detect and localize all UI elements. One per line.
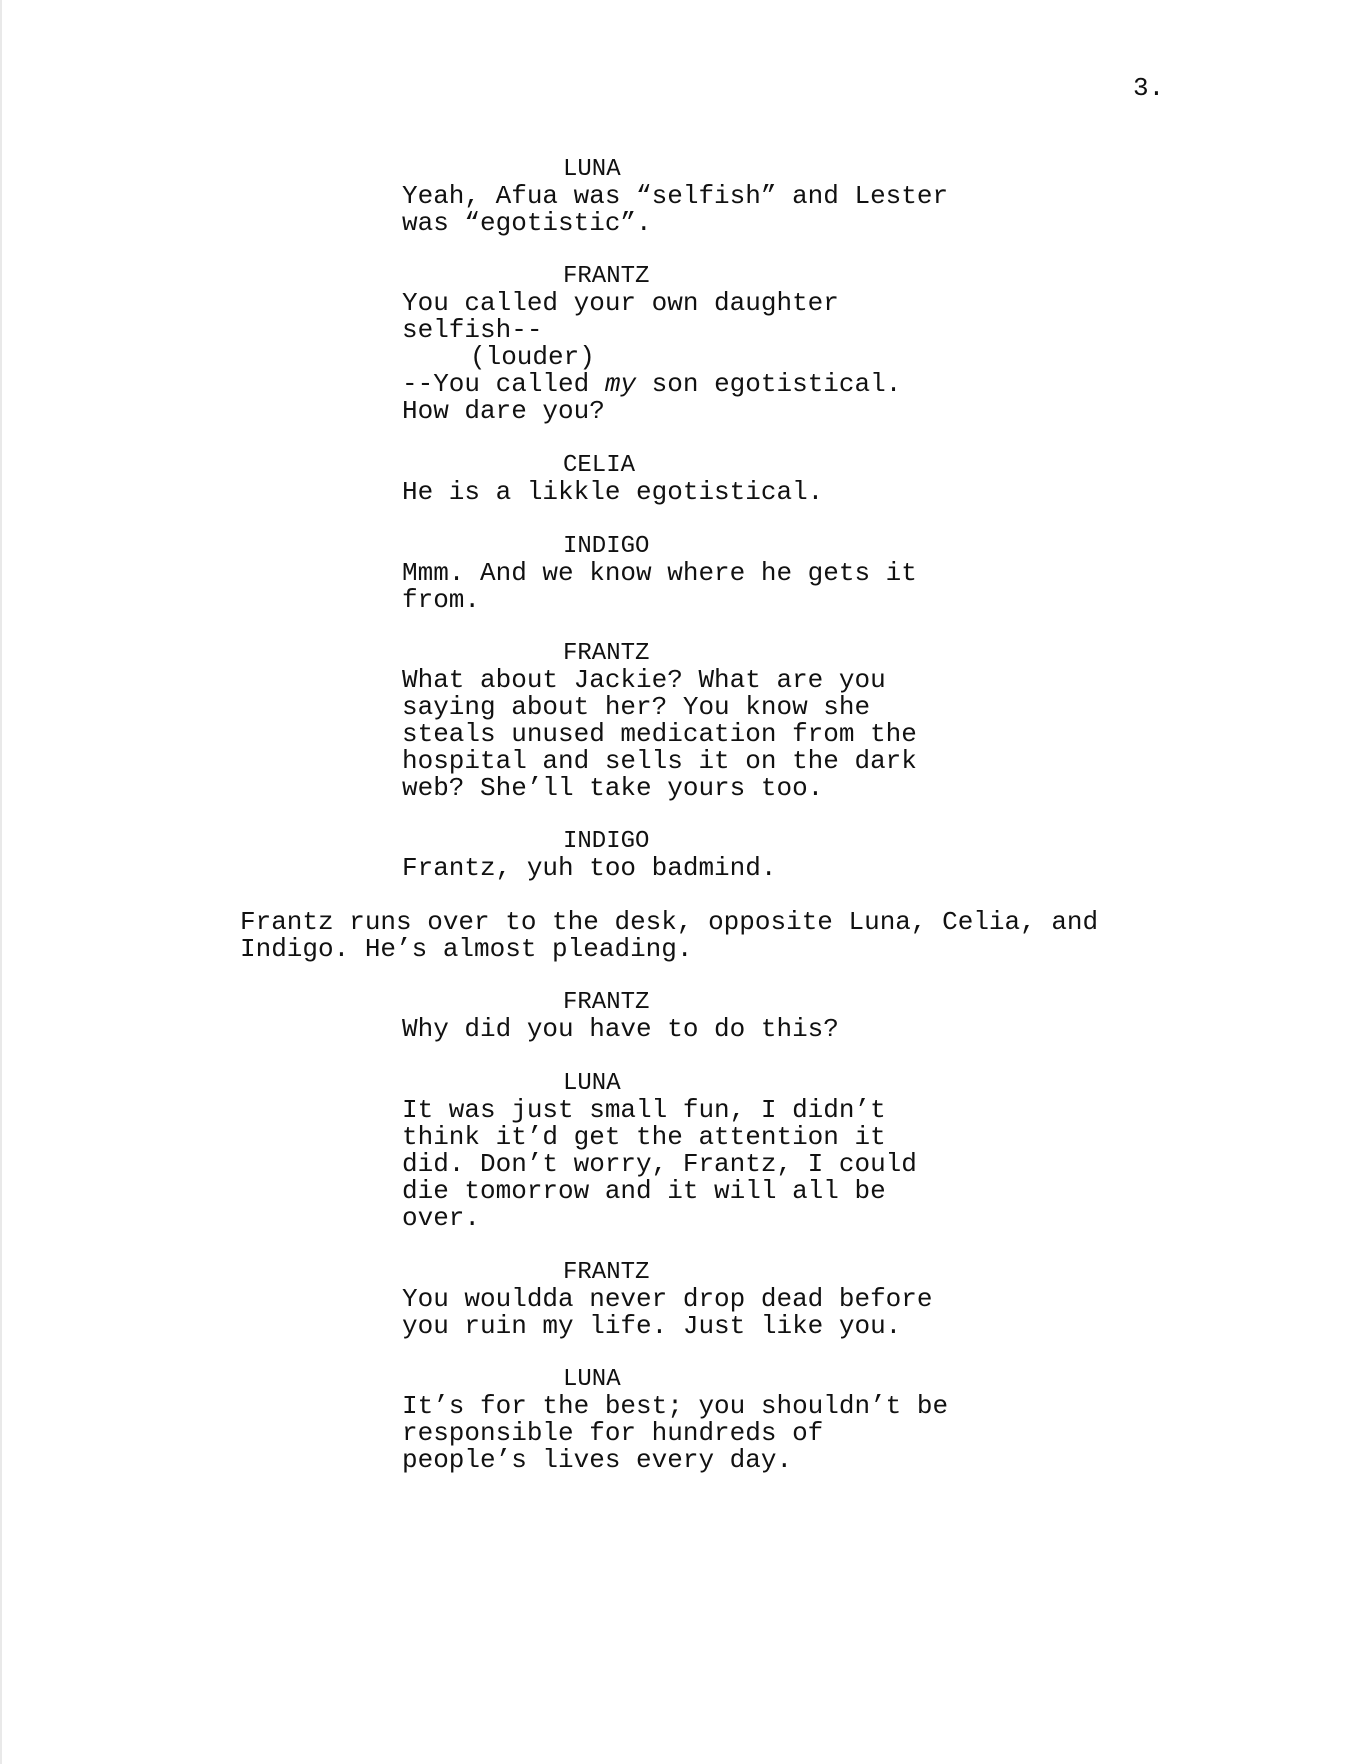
dialogue-line: web? She’ll take yours too. <box>402 773 824 803</box>
dialogue-line: He is a likkle egotistical. <box>402 477 824 507</box>
dialogue-line: was “egotistic”. <box>402 208 652 238</box>
dialogue-line: selfish-- <box>402 315 543 345</box>
dialogue-line: Yeah, Afua was “selfish” and Lester <box>402 181 949 211</box>
dialogue-line: You called your own daughter <box>402 288 839 318</box>
dialogue-line: think it’d get the attention it <box>402 1122 886 1152</box>
dialogue-line: It was just small fun, I didn’t <box>402 1095 886 1125</box>
character-cue-luna: LUNA <box>563 1070 621 1097</box>
dialogue-line: Why did you have to do this? <box>402 1014 839 1044</box>
dialogue-line: Frantz, yuh too badmind. <box>402 853 777 883</box>
dialogue-line: saying about her? You know she <box>402 692 871 722</box>
dialogue-line: did. Don’t worry, Frantz, I could <box>402 1149 917 1179</box>
dialogue-line: steals unused medication from the <box>402 719 917 749</box>
action-line: Frantz runs over to the desk, opposite Luna, Celia, and <box>240 907 1099 937</box>
dialogue-line: It’s for the best; you shouldn’t be <box>402 1391 949 1421</box>
parenthetical: (louder) <box>470 342 595 372</box>
character-cue-luna: LUNA <box>563 156 621 183</box>
character-cue-indigo: INDIGO <box>563 533 650 560</box>
character-cue-frantz: FRANTZ <box>563 640 650 667</box>
dialogue-line: from. <box>402 585 481 615</box>
character-cue-luna: LUNA <box>563 1366 621 1393</box>
character-cue-celia: CELIA <box>563 452 636 479</box>
emphasized-word: my <box>604 369 637 399</box>
dialogue-line-with-emphasis <box>402 371 901 398</box>
page-left-edge <box>0 0 2 1764</box>
character-cue-frantz: FRANTZ <box>563 989 650 1016</box>
dialogue-line: You wouldda never drop dead before <box>402 1284 933 1314</box>
dialogue-line: responsible for hundreds of <box>402 1418 824 1448</box>
character-cue-frantz: FRANTZ <box>563 1259 650 1286</box>
action-line: Indigo. He’s almost pleading. <box>240 934 693 964</box>
dialogue-text: son egotistical. <box>636 369 902 399</box>
dialogue-line: What about Jackie? What are you <box>402 665 886 695</box>
dialogue-text: --You called <box>402 369 605 399</box>
dialogue-line: you ruin my life. Just like you. <box>402 1311 902 1341</box>
dialogue-line: over. <box>402 1203 481 1233</box>
character-cue-frantz: FRANTZ <box>563 263 650 290</box>
dialogue-line: people’s lives every day. <box>402 1445 793 1475</box>
dialogue-line: Mmm. And we know where he gets it <box>402 558 917 588</box>
dialogue-line: hospital and sells it on the dark <box>402 746 917 776</box>
page-number: 3. <box>1133 73 1165 103</box>
dialogue-line: How dare you? <box>402 396 605 426</box>
dialogue-line: die tomorrow and it will all be <box>402 1176 886 1206</box>
character-cue-indigo: INDIGO <box>563 828 650 855</box>
